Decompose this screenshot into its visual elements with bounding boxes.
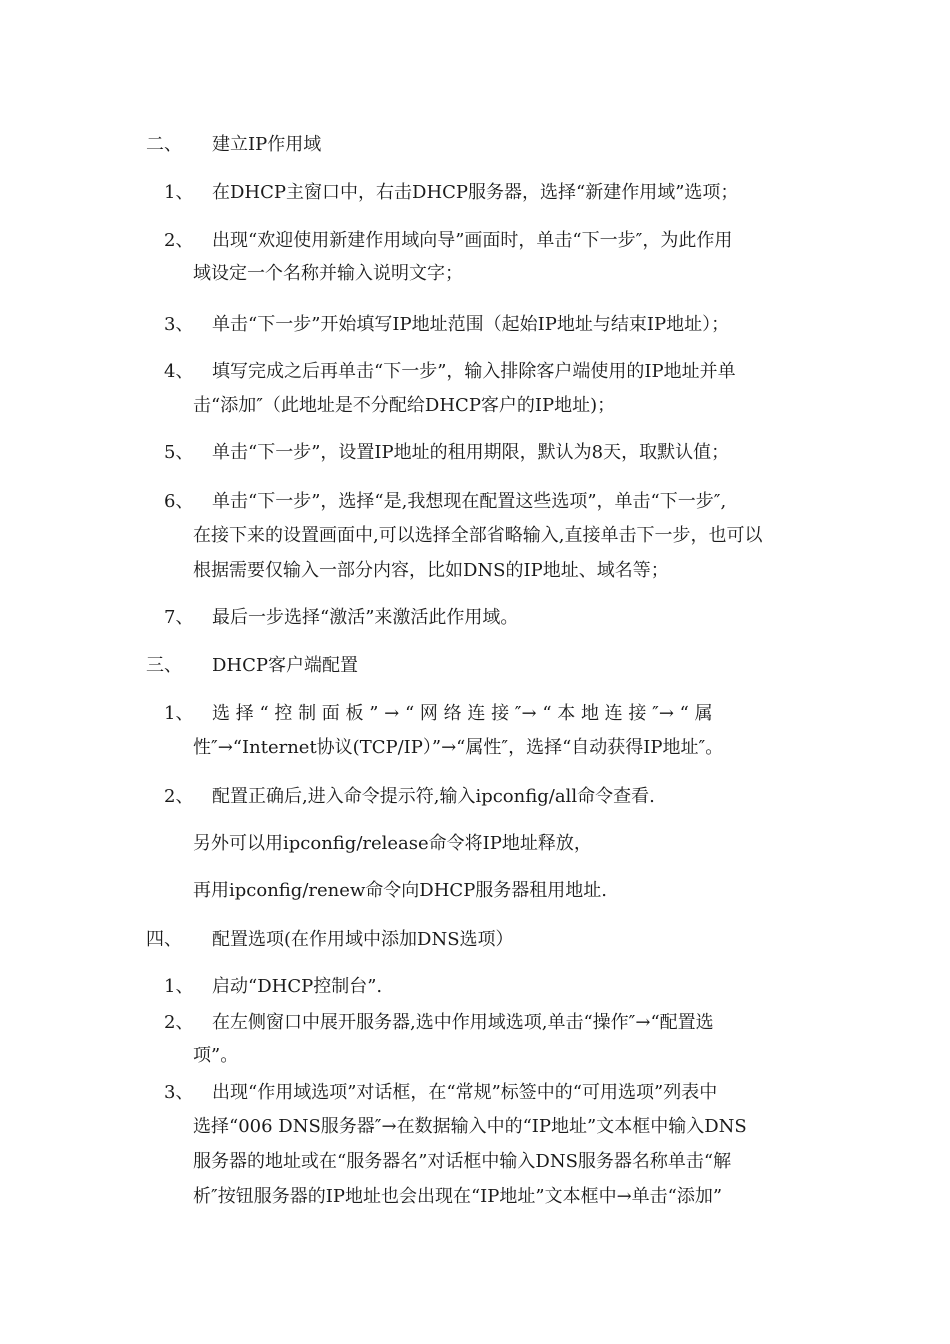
list-item-text-continued: 析″按钮服务器的IP地址也会出现在“IP地址”文本框中→单击“添加”	[193, 1186, 723, 1207]
list-item-text: 在DHCP主窗口中，右击DHCP服务器，选择“新建作用域”选项；	[212, 182, 739, 203]
section-heading: 建立IP作用域	[212, 134, 322, 155]
list-item-number: 6、	[164, 491, 194, 512]
list-item-text-continued: 选择“006 DNS服务器″→在数据输入中的“IP地址”文本框中输入DNS	[193, 1116, 747, 1137]
list-item-text-continued: 根据需要仅输入一部分内容，比如DNS的IP地址、域名等；	[193, 560, 669, 581]
list-item-number: 2、	[164, 786, 194, 807]
section-number: 二、	[146, 134, 182, 155]
note-text: 另外可以用ipconfig/release命令将IP地址释放，	[193, 833, 592, 854]
list-item-text: 单击“下一步”开始填写IP地址范围（起始IP地址与结束IP地址）；	[212, 314, 730, 335]
list-item-text: 出现“欢迎使用新建作用域向导”画面时，单击“下一步″，为此作用	[212, 230, 733, 251]
list-item-text: 单击“下一步”，选择“是,我想现在配置这些选项”，单击“下一步″,	[212, 491, 727, 512]
list-item-number: 2、	[164, 230, 194, 251]
list-item-text-continued: 域设定一个名称并输入说明文字；	[193, 263, 463, 284]
list-item-text-continued: 项”。	[193, 1045, 239, 1066]
list-item-text-continued: 击“添加″（此地址是不分配给DHCP客户的IP地址)；	[193, 395, 616, 416]
list-item-text: 出现“作用域选项”对话框，在“常规”标签中的“可用选项”列表中	[212, 1082, 718, 1103]
list-item-text: 配置正确后,进入命令提示符,输入ipconfig/all命令查看.	[212, 786, 655, 807]
section-number: 三、	[146, 655, 182, 676]
list-item-text-continued: 服务器的地址或在“服务器名”对话框中输入DNS服务器名称单击“解	[193, 1151, 732, 1172]
list-item-number: 7、	[164, 607, 194, 628]
list-item-text: 选 择 “ 控 制 面 板 ” → “ 网 络 连 接 ″→ “ 本 地 连 接 ″→ “ 属	[212, 703, 713, 724]
list-item-text: 最后一步选择“激活”来激活此作用域。	[212, 607, 519, 628]
section-number: 四、	[146, 929, 182, 950]
section-heading: 配置选项(在作用域中添加DNS选项）	[212, 929, 514, 950]
list-item-text-continued: 性″→“Internet协议(TCP/IP）”→“属性″，选择“自动获得IP地址″。	[193, 737, 724, 758]
list-item-number: 1、	[164, 976, 194, 997]
list-item-text: 在左侧窗口中展开服务器,选中作用域选项,单击“操作″→“配置选	[212, 1012, 714, 1033]
list-item-text: 单击“下一步”，设置IP地址的租用期限，默认为8天，取默认值；	[212, 442, 730, 463]
list-item-number: 4、	[164, 361, 194, 382]
section-heading: DHCP客户端配置	[212, 655, 359, 676]
list-item-number: 1、	[164, 703, 194, 724]
list-item-number: 1、	[164, 182, 194, 203]
note-text: 再用ipconfig/renew命令向DHCP服务器租用地址.	[193, 880, 608, 901]
list-item-number: 5、	[164, 442, 194, 463]
list-item-number: 3、	[164, 1082, 194, 1103]
list-item-number: 2、	[164, 1012, 194, 1033]
list-item-text-continued: 在接下来的设置画面中,可以选择全部省略输入,直接单击下一步，也可以	[193, 525, 763, 546]
list-item-text: 启动“DHCP控制台”.	[212, 976, 383, 997]
list-item-number: 3、	[164, 314, 194, 335]
list-item-text: 填写完成之后再单击“下一步”，输入排除客户端使用的IP地址并单	[212, 361, 736, 382]
